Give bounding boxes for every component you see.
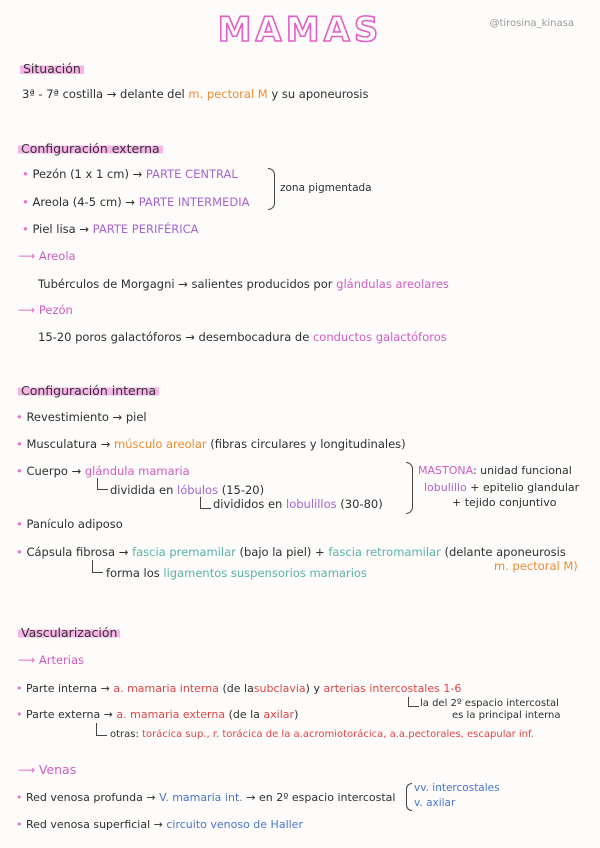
cuerpo-text: Cuerpo →	[26, 464, 82, 478]
parte-central: PARTE CENTRAL	[145, 167, 238, 181]
lobulillo-highlight: lobulillo	[424, 481, 467, 494]
arrow-right-icon: ⟶	[18, 763, 36, 777]
config-externa-heading: Configuración externa	[18, 141, 163, 156]
arterias-label: Arterias	[38, 653, 85, 667]
musculo-areolar: músculo areolar	[114, 437, 207, 451]
red-profunda-line	[16, 791, 395, 804]
situacion-line	[22, 87, 369, 101]
areola-text: Areola (4-5 cm) →	[32, 195, 136, 209]
capsula-text: Cápsula fibrosa →	[26, 545, 129, 559]
musculatura-fibras: (fibras circulares y longitudinales)	[210, 437, 406, 451]
revestimiento-line	[16, 410, 147, 424]
pezon-desc	[38, 330, 447, 344]
red-superficial-line	[16, 818, 303, 831]
interna-de-la: (de la	[222, 682, 254, 695]
elbow-arrow-icon	[96, 723, 107, 736]
arterias-intercostales: arterias intercostales 1-6	[323, 682, 462, 695]
paniculo-line	[16, 517, 123, 531]
pezon-desc-text: 15-20 poros galactóforos → desembocadura de	[38, 330, 310, 344]
bullet-icon: •	[16, 437, 23, 451]
bullet-icon: •	[22, 222, 29, 236]
musculatura-text: Musculatura →	[26, 437, 111, 451]
otras-line	[110, 729, 534, 740]
areola-desc-text: Tubérculos de Morgagni → salientes producidos por	[38, 277, 333, 291]
externa-de-la: (de la	[228, 708, 260, 721]
axilar: axilar	[263, 708, 295, 721]
lobulillos-text: divididos en	[213, 497, 283, 511]
externa-close: )	[294, 708, 299, 721]
arrow-right-icon: ⟶	[18, 653, 36, 667]
lobulillos-highlight: lobulillos	[286, 497, 337, 511]
arrow-right-icon: ⟶	[18, 249, 36, 263]
areola-line	[22, 195, 249, 209]
venas-label: Venas	[38, 762, 77, 777]
lobulos-line	[110, 483, 264, 497]
red-profunda-text: Red venosa profunda →	[26, 791, 156, 804]
section-config-externa	[18, 138, 163, 157]
elbow-arrow-icon	[92, 560, 103, 573]
red-superficial-text: Red venosa superficial →	[26, 818, 163, 831]
v-axilar: v. axilar	[414, 797, 456, 809]
nota-intercostal-1: la del 2º espacio intercostal	[420, 698, 559, 709]
bullet-icon: •	[16, 545, 23, 559]
section-vascularizacion	[18, 622, 120, 641]
zona-pigmentada: zona pigmentada	[280, 182, 372, 194]
tejido-conjuntivo: + tejido conjuntivo	[452, 496, 557, 509]
otras-arterias: torácica sup., r. torácica de la a.acromiotorácica, a.a.pectorales, escapular inf.	[142, 729, 534, 740]
bullet-icon: •	[16, 682, 23, 695]
lobulillos-count: (30-80)	[340, 497, 383, 511]
otras-text: otras:	[110, 729, 139, 740]
situacion-text-end: y su aponeurosis	[271, 87, 369, 101]
fascia-premamilar: fascia premamilar	[132, 545, 236, 559]
musculatura-line	[16, 437, 406, 451]
areola-sub-label: Areola	[38, 249, 76, 263]
circuito-haller: circuito venoso de Haller	[166, 818, 303, 831]
brace-icon	[268, 168, 275, 210]
bullet-icon: •	[22, 195, 29, 209]
conductos-galactoforos: conductos galactóforos	[312, 330, 447, 344]
parte-interna-text: Parte interna →	[26, 682, 110, 695]
brace-icon	[406, 462, 413, 514]
bullet-icon: •	[16, 464, 23, 478]
lobulos-highlight: lóbulos	[177, 483, 219, 497]
glandula-mamaria: glándula mamaria	[84, 464, 190, 478]
subclavia: subclavia	[253, 682, 306, 695]
brace-icon	[406, 783, 412, 811]
paniculo-text: Panículo adiposo	[26, 517, 123, 531]
lobulos-count: (15-20)	[221, 483, 265, 497]
arrow-right-icon: ⟶	[18, 303, 36, 317]
parte-periferica: PARTE PERIFÉRICA	[92, 222, 199, 236]
red-profunda-destino: → en 2º espacio intercostal	[246, 791, 396, 804]
fascia-retromamilar: fascia retromamilar	[328, 545, 441, 559]
forma-line	[106, 566, 367, 580]
pezon-subheading	[18, 303, 73, 317]
elbow-arrow-icon	[97, 478, 108, 490]
lobulillo-line	[424, 481, 579, 494]
piel-line	[22, 222, 199, 236]
capsula-delante: (delante aponeurosis	[444, 545, 566, 559]
glandulas-areolares: glándulas areolares	[336, 277, 449, 291]
parte-interna-line	[16, 682, 461, 695]
vascularizacion-heading: Vascularización	[18, 625, 120, 640]
mastona-highlight: MASTONA	[418, 464, 473, 477]
mastona-text: : unidad funcional	[472, 464, 572, 477]
capsula-bajo-piel: (bajo la piel) +	[239, 545, 325, 559]
parte-intermedia: PARTE INTERMEDIA	[138, 195, 250, 209]
mastona-line	[418, 464, 572, 477]
piel-text: Piel lisa →	[32, 222, 89, 236]
bullet-icon: •	[16, 517, 23, 531]
bullet-icon: •	[16, 708, 23, 721]
bullet-icon: •	[16, 410, 23, 424]
lobulillos-line	[213, 497, 383, 511]
elbow-arrow-icon	[200, 497, 211, 509]
parte-externa-line	[16, 708, 298, 721]
areola-subheading	[18, 249, 76, 263]
arterias-subheading	[18, 653, 84, 667]
nota-intercostal-2: es la principal interna	[452, 710, 561, 721]
pectoral-highlight: m. pectoral M	[188, 87, 268, 101]
page-title: MAMAS	[217, 10, 383, 50]
situacion-heading: Situación	[20, 61, 84, 76]
capsula-pectoral: m. pectoral M)	[494, 559, 578, 573]
forma-text: forma los	[106, 566, 160, 580]
interna-y: ) y	[305, 682, 320, 695]
epitelio-text: + epitelio glandular	[470, 481, 580, 494]
bullet-icon: •	[16, 818, 23, 831]
pezon-text: Pezón (1 x 1 cm) →	[32, 167, 143, 181]
section-config-interna	[18, 380, 159, 399]
mamaria-interna: a. mamaria interna	[113, 682, 219, 695]
cuerpo-line	[16, 464, 190, 478]
pezon-line	[22, 167, 238, 181]
parte-externa-text: Parte externa →	[26, 708, 113, 721]
section-situacion	[20, 58, 84, 77]
ligamentos-suspensorios: ligamentos suspensorios mamarios	[163, 566, 367, 580]
vv-intercostales: vv. intercostales	[414, 782, 500, 794]
bullet-icon: •	[22, 167, 29, 181]
lobulos-text: dividida en	[110, 483, 174, 497]
config-interna-heading: Configuración interna	[18, 383, 159, 398]
venas-subheading	[18, 762, 76, 777]
pezon-sub-label: Pezón	[38, 303, 73, 317]
author-handle: @tirosina_kinasa	[489, 18, 574, 29]
bullet-icon: •	[16, 791, 23, 804]
situacion-text: 3ª - 7ª costilla → delante del	[22, 87, 185, 101]
areola-desc	[38, 277, 449, 291]
elbow-arrow-icon	[408, 697, 419, 707]
v-mamaria-int: V. mamaria int.	[159, 791, 243, 804]
capsula-line	[16, 545, 566, 559]
revestimiento-text: Revestimiento → piel	[26, 410, 147, 424]
mamaria-externa: a. mamaria externa	[116, 708, 226, 721]
